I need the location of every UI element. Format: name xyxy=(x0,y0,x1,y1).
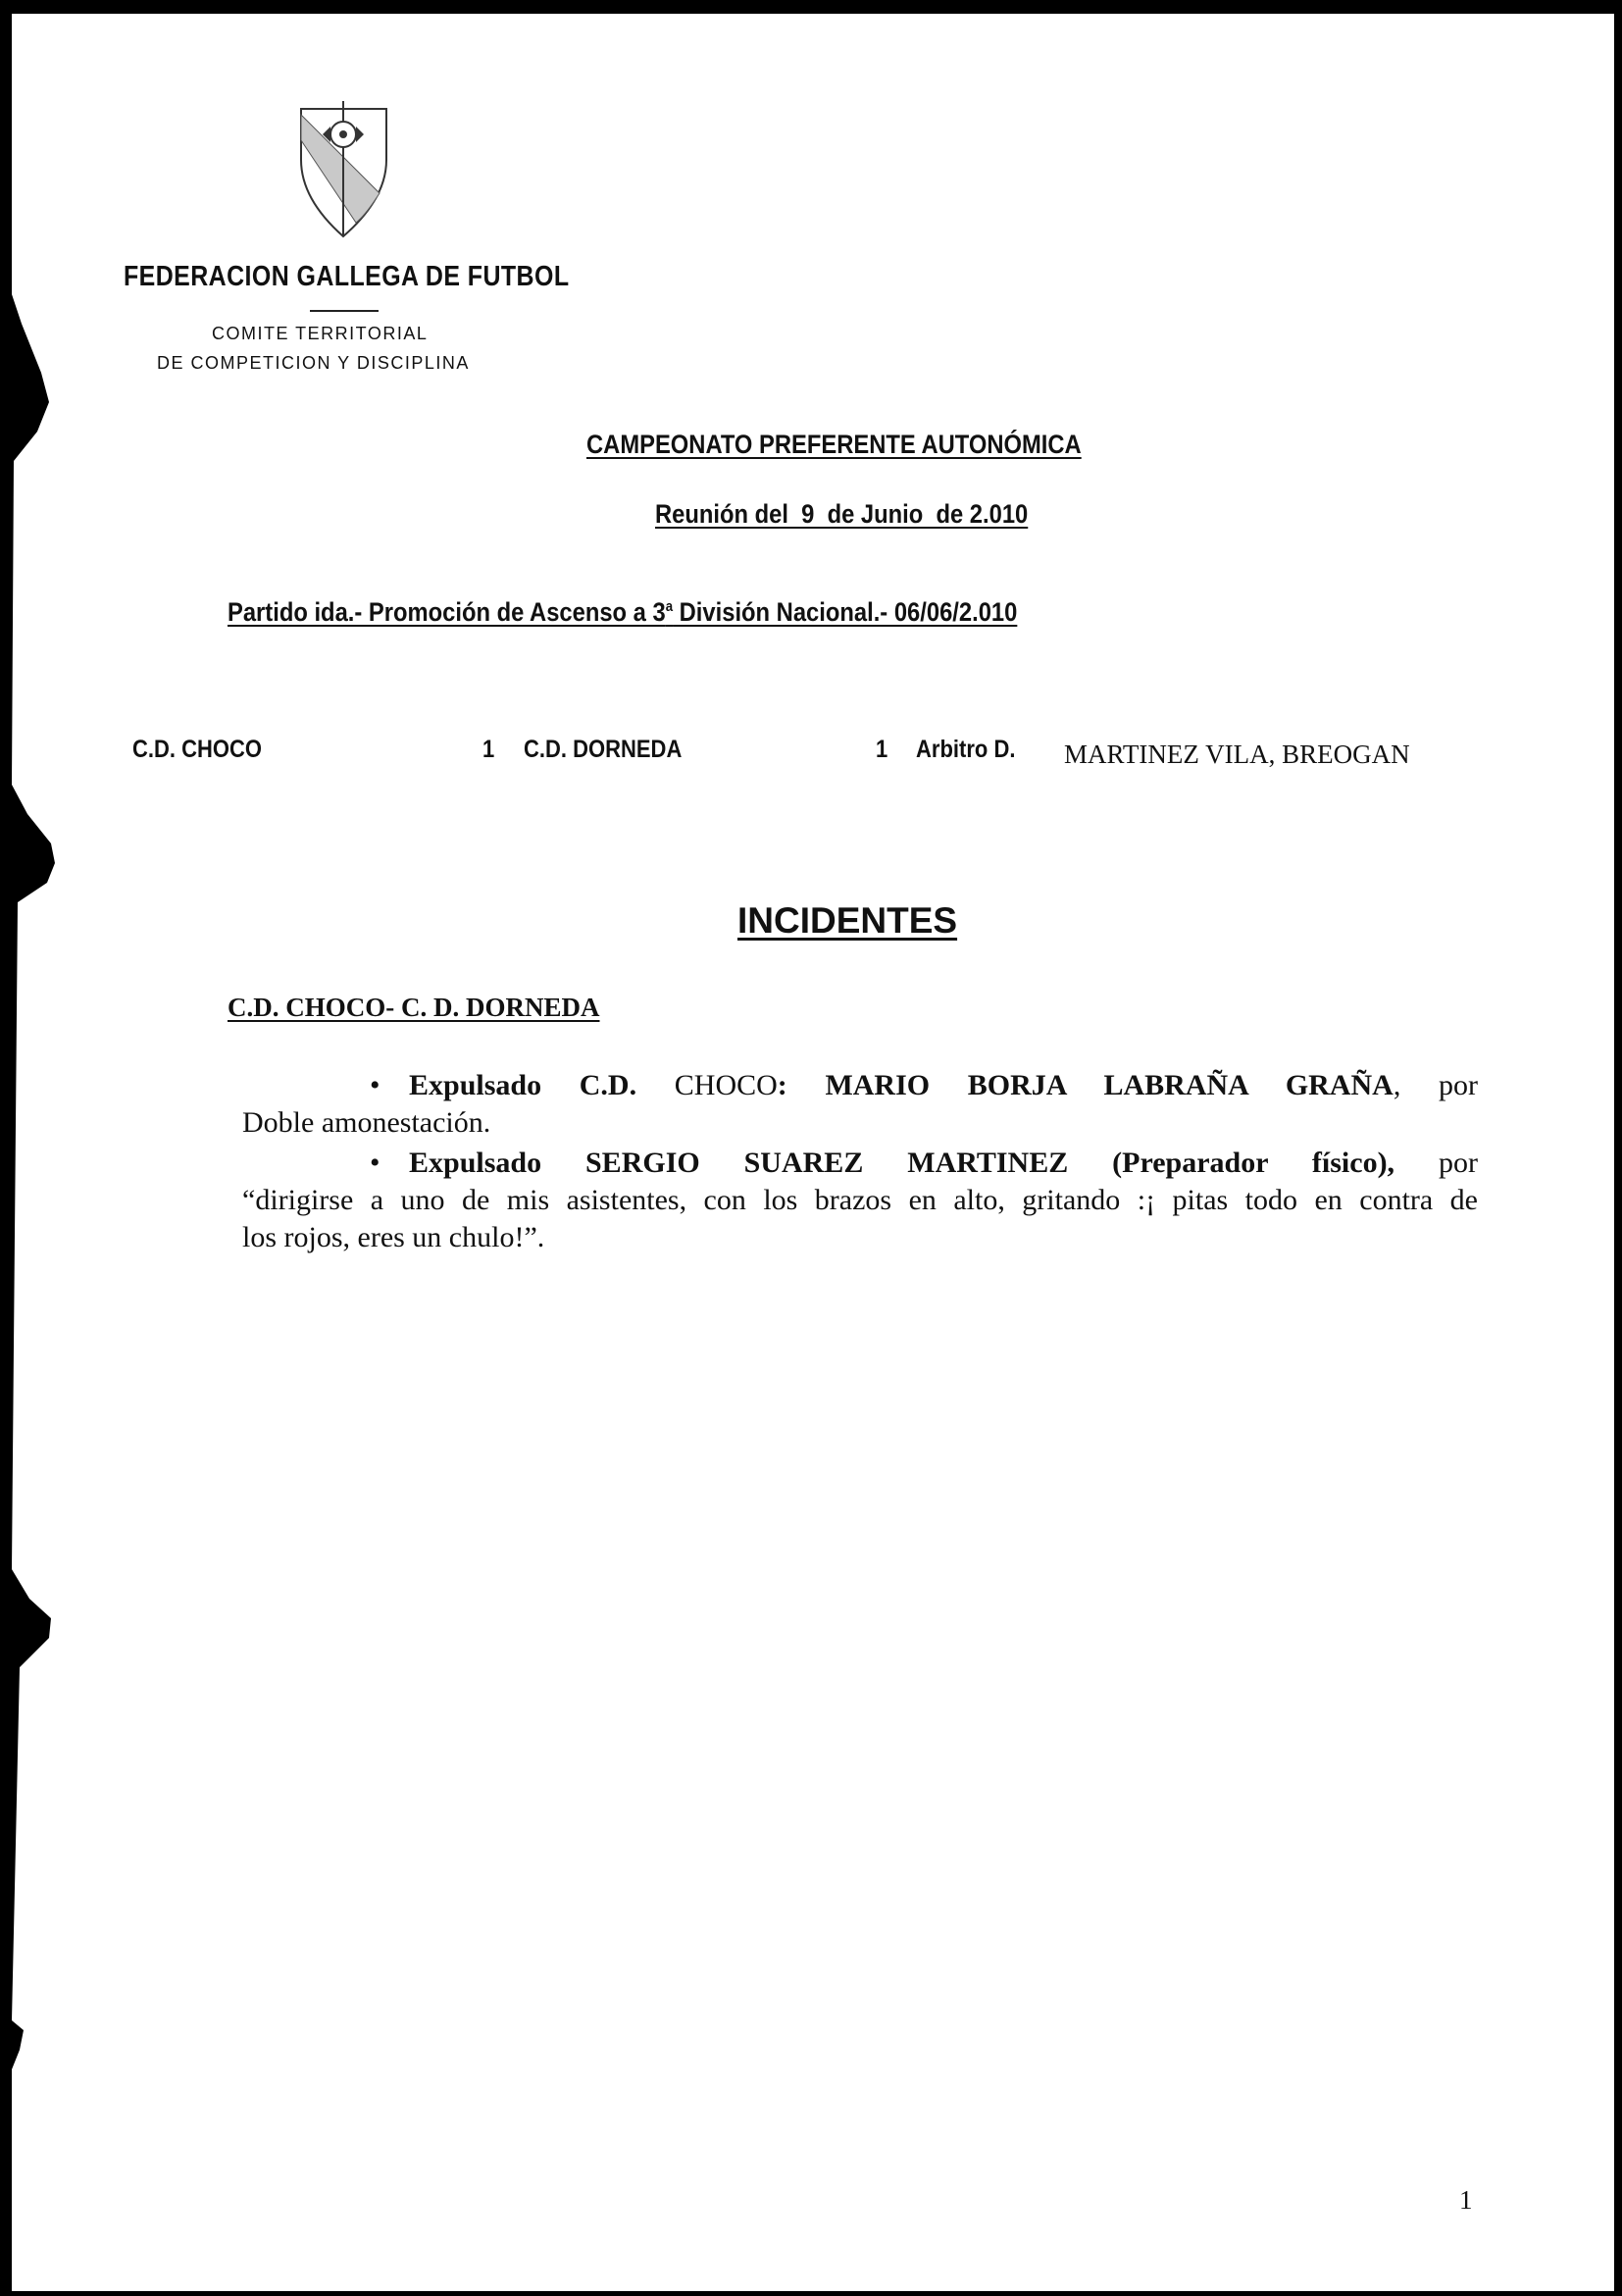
incident-bold-1: Expulsado C.D. xyxy=(409,1069,675,1101)
page-number: 1 xyxy=(1459,2185,1473,2215)
incident-bold-1: Expulsado SERGIO SUAREZ MARTINEZ (Preparador físico), xyxy=(409,1147,1395,1179)
incident-line xyxy=(242,1145,1478,1182)
incident-continuation: Doble amonestación. xyxy=(242,1106,491,1139)
incidents-heading: INCIDENTES xyxy=(737,900,958,941)
incident-item xyxy=(242,1145,1478,1256)
incident-player: : MARIO BORJA LABRAÑA GRAÑA xyxy=(777,1069,1394,1101)
committee-line-2: DE COMPETICION Y DISCIPLINA xyxy=(157,353,470,373)
incident-tail: por xyxy=(1394,1147,1478,1179)
referee-label: Arbitro D. xyxy=(916,736,1016,763)
incident-line xyxy=(242,1067,1478,1104)
match-description-sup: a xyxy=(665,598,674,615)
incident-quote-line-2: los rojos, eres un chulo!”. xyxy=(242,1221,545,1253)
away-team: C.D. DORNEDA xyxy=(524,736,683,763)
match-description-pre: Partido ida.- Promoción de Ascenso a 3 xyxy=(228,597,666,627)
away-score: 1 xyxy=(876,736,888,763)
bullet: • xyxy=(370,1147,380,1179)
meeting-date: Reunión del 9 de Junio de 2.010 xyxy=(655,499,1029,529)
incident-quote-line-1: “dirigirse a uno de mis asistentes, con los brazos en alto, gritando :¡ pitas todo en contra de xyxy=(242,1184,1478,1216)
committee-line-1: COMITE TERRITORIAL xyxy=(212,324,429,343)
match-description-post: División Nacional.- 06/06/2.010 xyxy=(673,597,1018,627)
incident-item xyxy=(242,1067,1478,1142)
referee-name: MARTINEZ VILA, BREOGAN xyxy=(1064,740,1410,769)
header-divider xyxy=(310,310,379,312)
incidents-match: C.D. CHOCO- C. D. DORNEDA xyxy=(228,993,600,1022)
bullet: • xyxy=(370,1069,380,1101)
home-team: C.D. CHOCO xyxy=(132,736,262,763)
federation-name: FEDERACION GALLEGA DE FUTBOL xyxy=(124,261,570,292)
championship-title: CAMPEONATO PREFERENTE AUTONÓMICA xyxy=(586,430,1082,459)
federation-crest-logo xyxy=(297,101,390,238)
incident-tail: , por xyxy=(1393,1069,1478,1101)
home-score: 1 xyxy=(482,736,495,763)
match-description xyxy=(228,597,1017,628)
incident-club: CHOCO xyxy=(674,1069,778,1101)
